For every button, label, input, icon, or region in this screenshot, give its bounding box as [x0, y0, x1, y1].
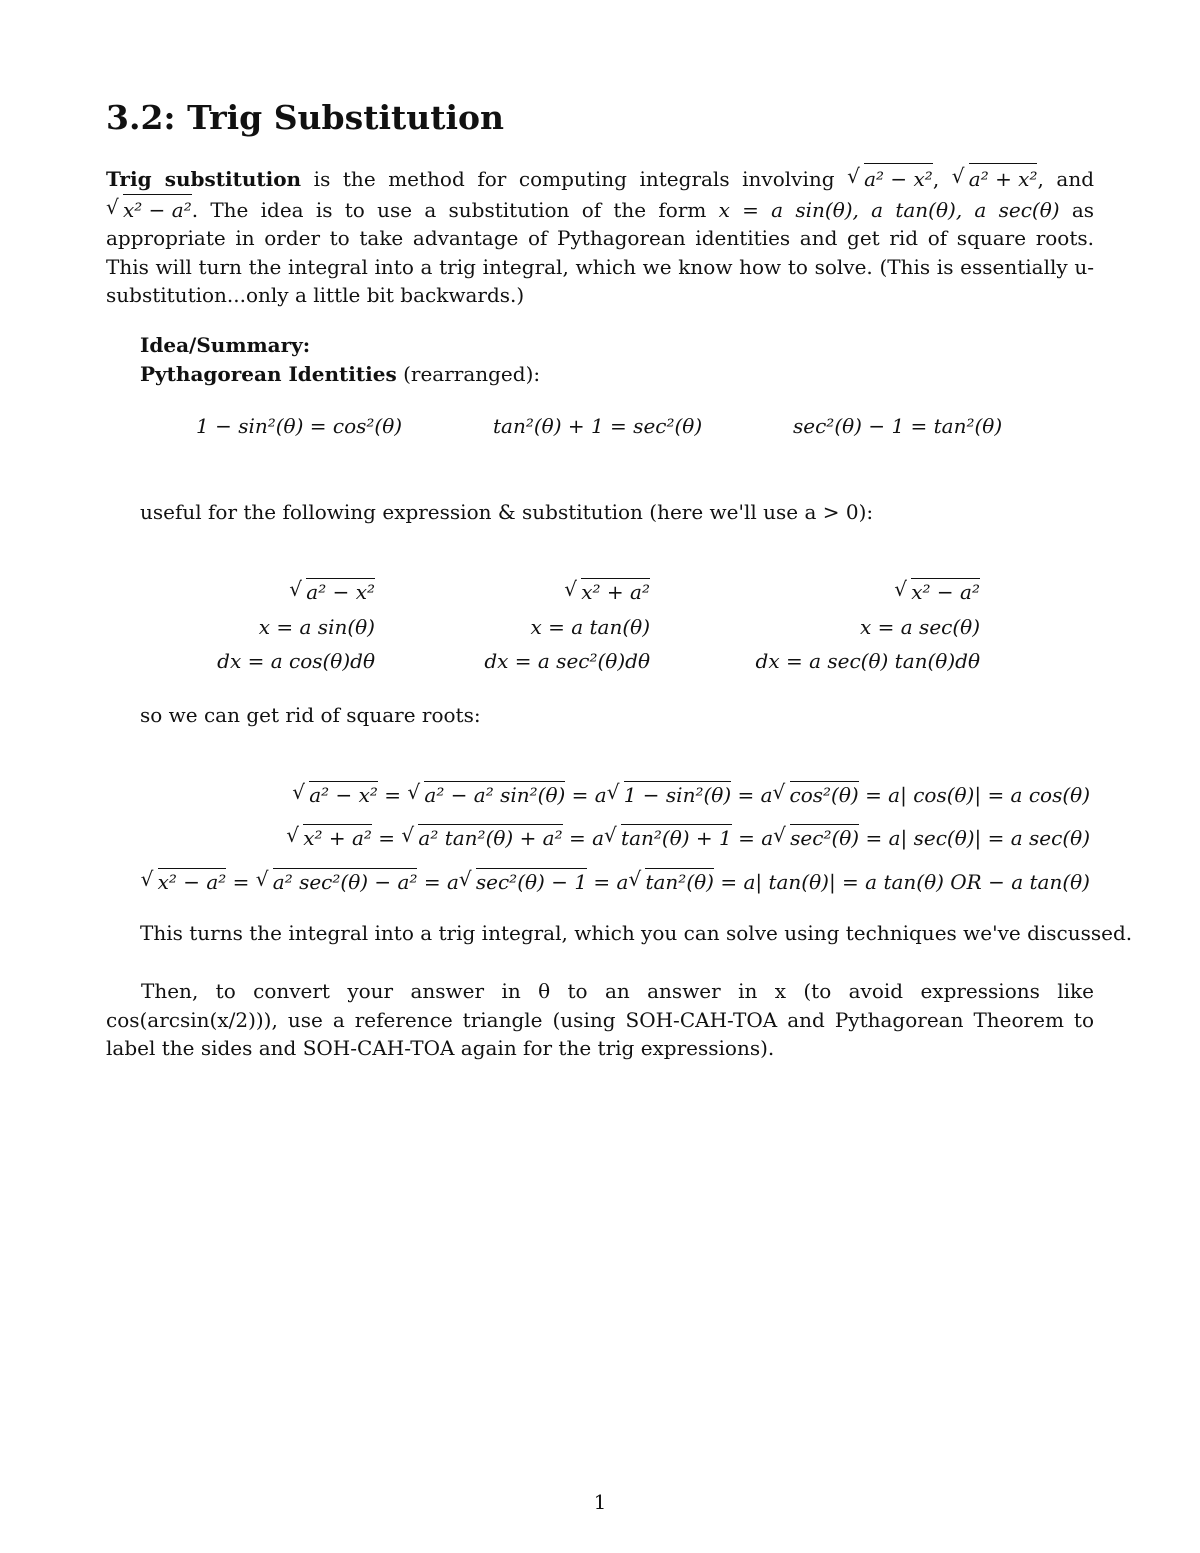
sub-expr-1: √ a² − x²: [289, 578, 375, 604]
sub-diff-2: dx = a sec²(θ)dθ: [484, 649, 650, 673]
intro-radical-1: √ a² − x²: [847, 163, 933, 194]
turns-text: This turns the integral into a trig integral, which you can solve using techniques we've discussed.: [140, 921, 1133, 945]
derivation-3: √ x² − a² = √ a² sec²(θ) − a² = a√ sec²(θ) − 1 = a√ tan²(θ) = a| tan(θ)| = a tan(θ) OR − a tan(θ): [141, 868, 1090, 894]
intro-paragraph: [106, 163, 1094, 310]
derivation-1: √ a² − x² = √ a² − a² sin²(θ) = a√ 1 − sin²(θ) = a√ cos²(θ) = a| cos(θ)| = a cos(θ): [292, 781, 1090, 807]
identity-3: sec²(θ) − 1 = tan²(θ): [793, 414, 1003, 438]
identities-note: (rearranged):: [396, 362, 541, 386]
identity-2: tan²(θ) + 1 = sec²(θ): [493, 414, 703, 438]
sub-sub-2: x = a tan(θ): [530, 615, 650, 639]
intro-radical-3: √ x² − a²: [106, 194, 192, 225]
sub-expr-3: √ x² − a²: [894, 578, 980, 604]
intro-text-2: . The idea is to use a substitution of the form: [191, 197, 719, 222]
sub-sub-1: x = a sin(θ): [258, 615, 375, 639]
intro-radical-2: √ a² + x²: [952, 163, 1038, 194]
sub-sub-3: x = a sec(θ): [860, 615, 980, 639]
derivation-2: √ x² + a² = √ a² tan²(θ) + a² = a√ tan²(θ) + 1 = a√ sec²(θ) = a| sec(θ)| = a sec(θ): [286, 824, 1090, 850]
intro-sep-1: ,: [932, 167, 952, 191]
roots-text: so we can get rid of square roots:: [140, 703, 481, 727]
intro-forms: x = a sin(θ), a tan(θ), a sec(θ): [718, 197, 1060, 222]
then-paragraph: Then, to convert your answer in θ to an answer in x (to avoid expressions like cos(arcsin(x/2))), use a reference triangle (using SOH-CAH-TOA and Pythagorean Theorem to label the sides and SOH-CAH-TOA again for the trig expressions).: [106, 979, 1094, 1060]
sub-diff-1: dx = a cos(θ)dθ: [217, 649, 375, 673]
page-number: 1: [593, 1490, 607, 1514]
intro-text-3: as appropriate in order to take advantage of Pythagorean identities and get rid of square roots. This will turn the integral into a trig integral, which we know how to solve. (This is essentially u-substitution...only a little bit backwards.): [106, 197, 1095, 307]
intro-sep-2: , and: [1037, 167, 1095, 191]
identities-heading: Pythagorean Identities: [140, 362, 397, 386]
identity-1: 1 − sin²(θ) = cos²(θ): [196, 414, 403, 438]
summary-heading: Idea/Summary:: [140, 333, 311, 357]
useful-text: useful for the following expression & substitution (here we'll use a > 0):: [140, 500, 874, 524]
sub-diff-3: dx = a sec(θ) tan(θ)dθ: [755, 649, 980, 673]
sub-expr-2: √ x² + a²: [564, 578, 650, 604]
intro-text-1: is the method for computing integrals involving: [301, 167, 848, 191]
identities-line: [140, 362, 540, 386]
page-title: 3.2: Trig Substitution: [106, 98, 504, 137]
intro-term: Trig substitution: [106, 167, 302, 191]
